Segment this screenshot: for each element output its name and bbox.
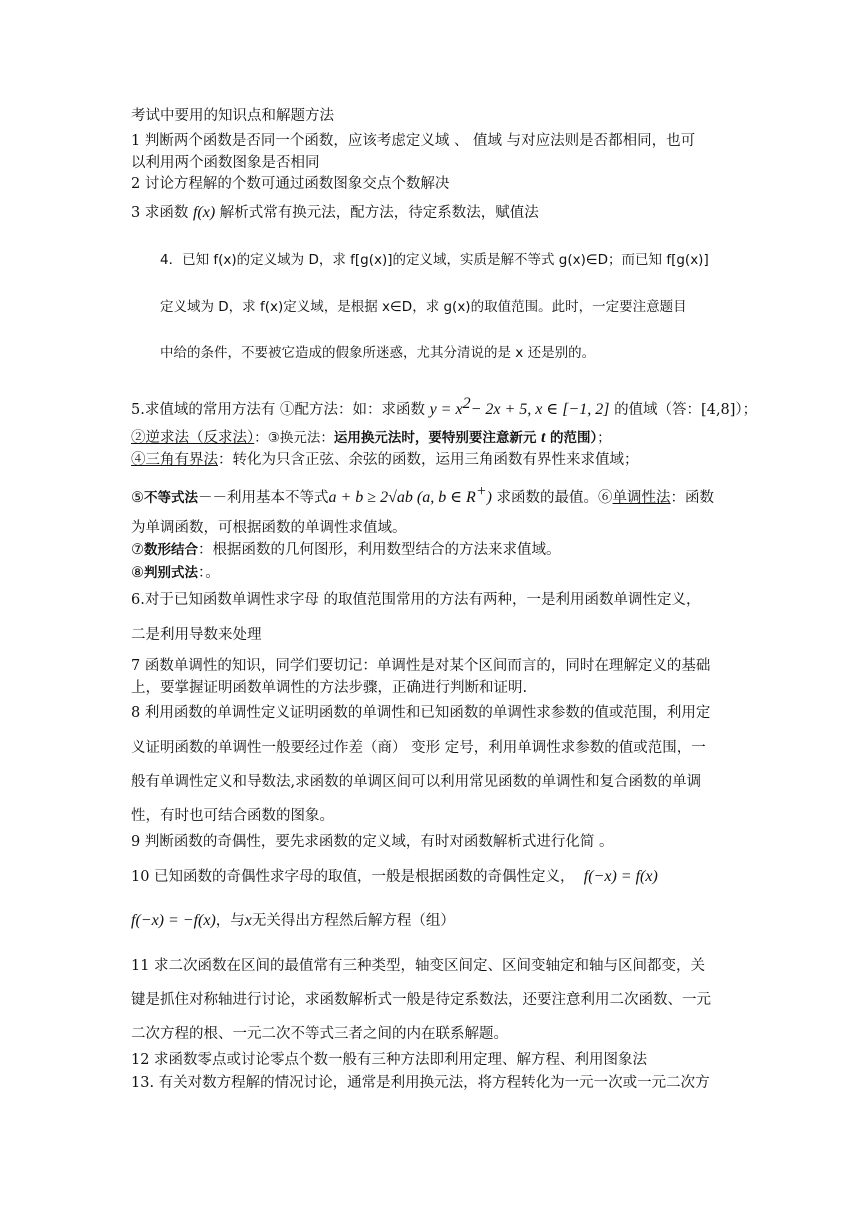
- item-5-text-a: 5.求值域的常用方法有 ①配方法：如：求函数: [131, 401, 425, 418]
- item-5-line-3: [131, 450, 639, 470]
- item-8-line-1: 8 利用函数的单调性定义证明函数的单调性和已知函数的单调性求参数的值或范围，利用定: [131, 705, 711, 721]
- item-5-line-6: [131, 540, 561, 560]
- inequality-math-end: ): [486, 488, 492, 506]
- method-substitution-note: 运用换元法时，要特别要注意新元: [333, 430, 537, 446]
- item-8-line-2: 义证明函数的单调性一般要经过作差（商） 变形 定号，利用单调性求参数的值或范围，一: [131, 740, 706, 756]
- item-6-line-1: 6.对于已知函数单调性求字母 的取值范围常用的方法有两种，一是利用函数单调性定义，: [131, 592, 701, 608]
- item-10-text: 10 已知函数的奇偶性求字母的取值，一般是根据函数的奇偶性定义，: [131, 869, 575, 885]
- method-monotonic-tail: ：函数: [670, 489, 715, 506]
- item-12: 12 求函数零点或讨论零点个数一般有三种方法即利用定理、解方程、利用图象法: [131, 1052, 648, 1068]
- item-11-line-2: 键是抓住对称轴进行讨论，求函数解析式一般是待定系数法，还要注意利用二次函数、一元: [131, 992, 711, 1008]
- method-trig-desc: ：转化为只含正弦、余弦的函数，运用三角函数有界性来求值域；: [218, 452, 639, 468]
- inequality-sup: +: [475, 483, 487, 500]
- variable-t: t: [540, 429, 546, 446]
- item-3-math: f(x): [192, 204, 216, 221]
- item-10-text-c: 无关得出方程然后解方程（组）: [251, 913, 455, 929]
- item-6-line-2: 二是利用导数来处理: [131, 627, 262, 643]
- item-5-line-4: [131, 482, 714, 508]
- item-8-line-4: 性，有时也可结合函数的图象。: [131, 808, 334, 824]
- item-11-line-1: 11 求二次函数在区间的最值常有三种类型，轴变区间定、区间变轴定和轴与区间都变，关: [131, 958, 706, 974]
- item-3: [131, 203, 539, 223]
- inequality-math: a + b ≥ 2√ab (a, b ∈ R: [328, 488, 476, 506]
- item-5-math-b: − 2x + 5, x ∈ [−1, 2]: [470, 400, 610, 418]
- item-5-line-2: [131, 428, 611, 448]
- item-9: 9 判断函数的奇偶性，要先求函数的定义域，有时对函数解析式进行化简 。: [131, 834, 614, 850]
- item-5-line-7: [131, 563, 220, 583]
- item-5-sup: 2: [462, 395, 471, 412]
- semicolon: ；: [597, 430, 611, 446]
- item-4-line-2: 定义域为 D，求 f(x)定义域，是根据 x∈D，求 g(x)的取值范围。此时，一定要注意题目: [160, 299, 687, 315]
- method-discriminant: 判别式法: [144, 565, 198, 581]
- item-1-line-2: 以利用两个函数图象是否相同: [131, 155, 320, 171]
- method-graph-desc: ：根据函数的几何图形，利用数型结合的方法来求值域。: [198, 542, 561, 558]
- even-definition: f(−x) = f(x): [583, 868, 658, 885]
- item-7-line-2: 上，要掌握证明函数单调性的方法步骤，正确进行判断和证明.: [131, 680, 528, 696]
- item-13: 13. 有关对数方程解的情况讨论，通常是利用换元法，将方程转化为一元一次或一元二次方: [131, 1075, 710, 1091]
- method-inequality-tail: 求函数的最值。⑥: [496, 489, 613, 506]
- method-substitution-note-end: 的范围）: [550, 430, 598, 446]
- method-trig: ④三角有界法: [131, 452, 218, 468]
- item-5-line-5: 为单调函数，可根据函数的单调性求值域。: [131, 520, 407, 536]
- method-graph: 数形结合: [144, 542, 198, 558]
- odd-definition: f(−x) = −f(x): [131, 912, 216, 929]
- item-3-text-a: 3 求函数: [131, 205, 189, 221]
- item-5-text-b: 的值域（答：[4,8]）；: [614, 401, 758, 418]
- item-1-line-1: 1 判断两个函数是否同一个函数，应该考虑定义域 、 值域 与对应法则是否都相同，也可: [131, 133, 696, 149]
- circled-5: ⑤: [131, 489, 144, 506]
- item-4-line-1: 4．已知 f(x)的定义域为 D，求 f[g(x)]的定义域，实质是解不等式 g(x)∈D；而已知 f[g(x)]: [160, 252, 709, 268]
- item-11-line-3: 二次方程的根、一元二次不等式三者之间的内在联系解题。: [131, 1026, 508, 1042]
- method-monotonic: 单调性法: [612, 489, 671, 506]
- item-10-line-2: [131, 911, 455, 931]
- item-5-math-a: y = x: [429, 400, 463, 418]
- method-discriminant-desc: ：。: [198, 565, 220, 581]
- item-3-text-b: 解析式常有换元法，配方法，待定系数法，赋值法: [219, 205, 539, 221]
- method-inequality: 不等式法: [144, 489, 198, 506]
- variable-x: x: [244, 912, 252, 929]
- item-10-text-b: ，与: [215, 913, 245, 929]
- item-10-line-1: [131, 867, 658, 887]
- item-4-line-3: 中给的条件，不要被它造成的假象所迷惑，尤其分清说的是 x 还是别的。: [160, 345, 596, 361]
- doc-title: 考试中要用的知识点和解题方法: [131, 108, 334, 124]
- circled-7: ⑦: [131, 542, 144, 558]
- method-substitution-intro: ：③换元法：: [254, 430, 334, 446]
- item-5-line-1: [131, 394, 757, 420]
- item-2: 2 讨论方程解的个数可通过函数图象交点个数解决: [131, 176, 450, 192]
- method-inverse: ②逆求法（反求法）: [131, 430, 255, 446]
- item-7-line-1: 7 函数单调性的知识，同学们要切记：单调性是对某个区间而言的，同时在理解定义的基础: [131, 658, 711, 674]
- method-inequality-desc: －－利用基本不等式: [198, 489, 329, 506]
- item-8-line-3: 般有单调性定义和导数法,求函数的单调区间可以利用常见函数的单调性和复合函数的单调: [131, 774, 702, 790]
- circled-8: ⑧: [131, 565, 144, 581]
